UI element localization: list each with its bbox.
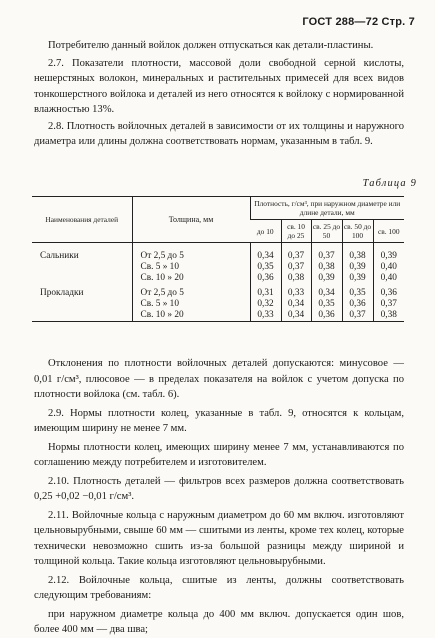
value-cell: 0,37 <box>342 310 373 321</box>
value-cell: 0,38 <box>311 262 342 273</box>
thickness-cell: Св. 5 » 10 <box>132 299 250 310</box>
density-table <box>32 196 404 322</box>
group-name-cell: Сальники <box>40 251 79 261</box>
page-header: ГОСТ 288—72 Стр. 7 <box>302 16 415 28</box>
value-cell: 0,34 <box>281 299 311 310</box>
thickness-cell: Св. 10 » 20 <box>132 273 250 284</box>
value-cell: 0,37 <box>311 251 342 262</box>
column-header-name: Наименования деталей <box>32 197 132 243</box>
table-row <box>32 310 404 321</box>
paragraph: Потребителю данный войлок должен отпускаться как детали-пластины. <box>48 40 374 51</box>
thickness-cell: От 2,5 до 5 <box>132 288 250 299</box>
value-cell: 0,36 <box>250 273 281 284</box>
paragraph: Отклонения по плотности войлочных деталей допускаются: минусовое — 0,01 г/см³, плюсовое — в пределах показателя на войлок с учетом допуска по плотности войлока (см. табл. 6). <box>34 358 404 400</box>
subheader-cell: св. 25 до 50 <box>311 220 342 243</box>
value-cell: 0,36 <box>373 288 404 299</box>
table-caption: Таблица 9 <box>362 178 417 189</box>
paragraph: 2.11. Войлочные кольца с наружным диаметром до 60 мм включ. изготовляют цельновырубными, свыше 60 мм — сшитыми из ленты, кроме тех колец, которые технически невозможно сшить из-за большой разницы между шириной и толщиной кольца. Такие кольца изготовляют цельновырубными. <box>34 509 404 567</box>
table-row <box>32 251 404 262</box>
paragraph: 2.9. Нормы плотности колец, указанные в табл. 9, относятся к кольцам, имеющим ширину не менее 7 мм. <box>34 407 404 434</box>
value-cell: 0,33 <box>250 310 281 321</box>
value-cell: 0,38 <box>281 273 311 284</box>
subheader-cell: св. 100 <box>373 220 404 243</box>
value-cell: 0,39 <box>342 262 373 273</box>
value-cell: 0,39 <box>311 273 342 284</box>
value-cell: 0,32 <box>250 299 281 310</box>
paragraph: Нормы плотности колец, имеющих ширину менее 7 мм, устанавливаются по соглашению между потребителем и изготовителем. <box>34 441 404 468</box>
subheader-cell: до 10 <box>250 220 281 243</box>
value-cell: 0,37 <box>281 262 311 273</box>
thickness-cell: Св. 5 » 10 <box>132 262 250 273</box>
subheader-cell: св. 50 до 100 <box>342 220 373 243</box>
value-cell: 0,33 <box>281 288 311 299</box>
paragraph: 2.8. Плотность войлочных деталей в зависимости от их толщины и наружного диаметра или длины должна соответствовать нормам, указанным в табл. 9. <box>34 120 404 147</box>
value-cell: 0,38 <box>373 310 404 321</box>
column-header-density: Плотность, г/см³, при наружном диаметре или длине детали, мм <box>250 197 404 220</box>
text-block-bottom <box>34 356 404 638</box>
table-row <box>32 262 404 273</box>
value-cell: 0,31 <box>250 288 281 299</box>
value-cell: 0,35 <box>342 288 373 299</box>
text-block-top <box>34 38 404 150</box>
value-cell: 0,37 <box>373 299 404 310</box>
table-row <box>32 288 404 299</box>
value-cell: 0,35 <box>311 299 342 310</box>
value-cell: 0,36 <box>311 310 342 321</box>
paragraph: 2.7. Показатели плотности, массовой доли свободной серной кислоты, нешерстяных волокон, минеральных и растительных примесей для всех видов тонкошерстного войлока и деталей из него относятся к войлоку с нормированной влажностью 13%. <box>34 57 404 115</box>
value-cell: 0,34 <box>281 310 311 321</box>
value-cell: 0,36 <box>342 299 373 310</box>
thickness-cell: От 2,5 до 5 <box>132 251 250 262</box>
value-cell: 0,38 <box>342 251 373 262</box>
paragraph: 2.10. Плотность деталей — фильтров всех размеров должна соответствовать 0,25 +0,02 −0,01 г/см³. <box>34 475 404 502</box>
value-cell: 0,34 <box>311 288 342 299</box>
paragraph: при наружном диаметре кольца до 400 мм включ. допускается один шов, более 400 мм — два шва; <box>34 608 404 635</box>
table-row <box>32 273 404 284</box>
value-cell: 0,39 <box>373 251 404 262</box>
value-cell: 0,40 <box>373 262 404 273</box>
table-row <box>32 299 404 310</box>
value-cell: 0,37 <box>281 251 311 262</box>
value-cell: 0,39 <box>342 273 373 284</box>
value-cell: 0,34 <box>250 251 281 262</box>
paragraph: 2.12. Войлочные кольца, сшитые из ленты, должны соответствовать следующим требованиям: <box>34 574 404 601</box>
column-header-thickness: Толщина, мм <box>132 197 250 243</box>
value-cell: 0,40 <box>373 273 404 284</box>
subheader-cell: св. 10 до 25 <box>281 220 311 243</box>
value-cell: 0,35 <box>250 262 281 273</box>
thickness-cell: Св. 10 » 20 <box>132 310 250 321</box>
group-name-cell: Прокладки <box>40 288 84 299</box>
